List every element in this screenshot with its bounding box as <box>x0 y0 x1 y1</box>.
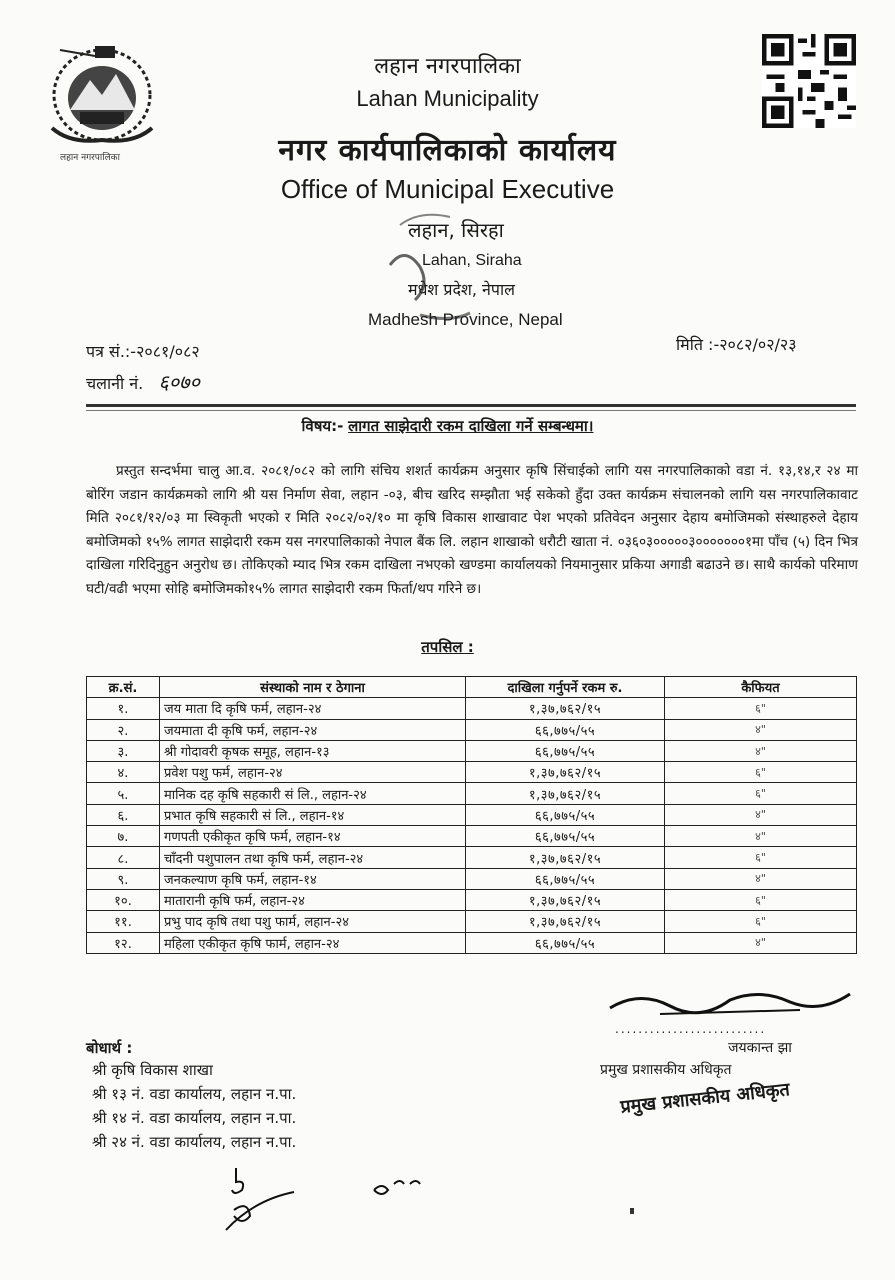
letter-reference-number: पत्र सं.:-२०८१/०८२ <box>86 342 200 361</box>
dispatch-number <box>86 368 200 395</box>
details-heading: तपसिल : <box>421 638 474 656</box>
header-divider-thin <box>86 410 856 411</box>
row-org-name: प्रभु पाद कृषि तथा पशु फार्म, लहान-२४ <box>160 911 466 932</box>
column-header-remarks: कैफियत <box>665 677 857 698</box>
designation-seal: प्रमुख प्रशासकीय अधिकृत <box>619 1079 791 1118</box>
province-english: Madhesh Province, Nepal <box>368 310 563 329</box>
row-org-name: प्रभात कृषि सहकारी सं लि., लहान-१४ <box>160 804 466 825</box>
subject-line <box>0 416 895 436</box>
table-row <box>87 762 857 783</box>
cc-item: श्री कृषि विकास शाखा <box>92 1061 213 1079</box>
table-row <box>87 932 857 953</box>
org-name-english: Lahan Municipality <box>356 86 539 111</box>
row-remark: ४" <box>665 868 857 889</box>
row-remark: ४" <box>665 932 857 953</box>
recipients-table <box>86 676 857 954</box>
column-header-name: संस्थाको नाम र ठेगाना <box>160 677 466 698</box>
row-remark: ६" <box>665 762 857 783</box>
row-amount: १,३७,७६२/१५ <box>466 847 665 868</box>
office-name-nepali: नगर कार्यपालिकाको कार्यालय <box>278 133 617 168</box>
row-remark: ४" <box>665 804 857 825</box>
signer-designation: प्रमुख प्रशासकीय अधिकृत <box>600 1062 732 1078</box>
dispatch-label: चलानी नं. <box>86 374 144 393</box>
handwritten-note <box>224 1160 444 1240</box>
cc-item: श्री १४ नं. वडा कार्यालय, लहान न.पा. <box>92 1109 297 1127</box>
address-nepali: लहान, सिरहा <box>408 218 504 242</box>
signature-line: .......................... <box>615 1022 767 1036</box>
row-remark: ४" <box>665 740 857 761</box>
qr-code-icon <box>762 34 856 128</box>
emblem-caption: लहान नगरपालिका <box>60 153 120 163</box>
table-row <box>87 911 857 932</box>
subject-label: विषय:- <box>301 417 344 435</box>
row-amount: १,३७,७६२/१५ <box>466 889 665 910</box>
row-remark: ६" <box>665 698 857 719</box>
row-org-name: श्री गोदावरी कृषक समूह, लहान-१३ <box>160 740 466 761</box>
dispatch-value: ६०७० <box>158 370 200 394</box>
row-serial: ३. <box>87 740 160 761</box>
table-row <box>87 868 857 889</box>
row-org-name: महिला एकीकृत कृषि फार्म, लहान-२४ <box>160 932 466 953</box>
table-row <box>87 804 857 825</box>
cc-label: बोधार्थ : <box>86 1039 133 1057</box>
row-org-name: मातारानी कृषि फर्म, लहान-२४ <box>160 889 466 910</box>
row-serial: ७. <box>87 826 160 847</box>
row-amount: ६६,७७५/५५ <box>466 932 665 953</box>
row-org-name: प्रवेश पशु फर्म, लहान-२४ <box>160 762 466 783</box>
row-org-name: जनकल्याण कृषि फर्म, लहान-१४ <box>160 868 466 889</box>
row-serial: ५. <box>87 783 160 804</box>
address-english: Lahan, Siraha <box>422 252 522 269</box>
row-amount: १,३७,७६२/१५ <box>466 698 665 719</box>
row-org-name: गणपती एकीकृत कृषि फर्म, लहान-१४ <box>160 826 466 847</box>
header-divider <box>86 404 856 407</box>
table-row <box>87 783 857 804</box>
row-remark: ६" <box>665 889 857 910</box>
row-remark: ४" <box>665 719 857 740</box>
column-header-sn: क्र.सं. <box>87 677 160 698</box>
stray-mark <box>630 1208 634 1214</box>
row-serial: ११. <box>87 911 160 932</box>
office-stamp-icon <box>360 205 560 345</box>
row-amount: १,३७,७६२/१५ <box>466 762 665 783</box>
table-row <box>87 740 857 761</box>
row-amount: ६६,७७५/५५ <box>466 868 665 889</box>
subject-text: लागत साझेदारी रकम दाखिला गर्ने सम्बन्धमा। <box>348 417 594 435</box>
row-serial: ८. <box>87 847 160 868</box>
table-row <box>87 826 857 847</box>
row-org-name: जयमाता दी कृषि फर्म, लहान-२४ <box>160 719 466 740</box>
letter-date: मिति :-२०८२/०२/२३ <box>676 335 797 354</box>
column-header-amount: दाखिला गर्नुपर्ने रकम रु. <box>466 677 665 698</box>
row-amount: १,३७,७६२/१५ <box>466 911 665 932</box>
row-serial: १२. <box>87 932 160 953</box>
org-name-nepali: लहान नगरपालिका <box>374 54 521 79</box>
row-org-name: चाँदनी पशुपालन तथा कृषि फर्म, लहान-२४ <box>160 847 466 868</box>
table-row <box>87 719 857 740</box>
signer-name: जयकान्त झा <box>728 1040 792 1056</box>
row-remark: ४" <box>665 826 857 847</box>
row-org-name: मानिक दह कृषि सहकारी सं लि., लहान-२४ <box>160 783 466 804</box>
row-remark: ६" <box>665 911 857 932</box>
row-serial: ४. <box>87 762 160 783</box>
row-amount: ६६,७७५/५५ <box>466 826 665 847</box>
row-serial: १. <box>87 698 160 719</box>
cc-item: श्री २४ नं. वडा कार्यालय, लहान न.पा. <box>92 1133 297 1151</box>
row-amount: ६६,७७५/५५ <box>466 740 665 761</box>
row-amount: १,३७,७६२/१५ <box>466 783 665 804</box>
row-amount: ६६,७७५/५५ <box>466 804 665 825</box>
row-serial: २. <box>87 719 160 740</box>
row-org-name: जय माता दि कृषि फर्म, लहान-२४ <box>160 698 466 719</box>
row-serial: ९. <box>87 868 160 889</box>
table-row <box>87 698 857 719</box>
table-row <box>87 889 857 910</box>
letter-body: प्रस्तुत सन्दर्भमा चालु आ.व. २०८१/०८२ को लागि संचिय शशर्त कार्यक्रम अनुसार कृषि सिंचाईको लागि यस नगरपालिकाको वडा नं. १३,१४,र २४ मा बोरिंग जडान कार्यक्रमको लागि श्री यस निर्माण सेवा, लहान -०३, बीच खरिद सम्झौता भई सकेको हुँदा उक्त कार्यक्रम संचालनको लागि यस नगरपालिकावाट मिति २०८१/१२/०३ मा स्विकृती भएको र मिति २०८२/०२/१० मा कृषि विकास शाखावाट पेश भएको प्रतिवेदन अनुसार देहाय बमोजिमको संस्थाहरुले देहाय बमोजिमको १५% लागत साझेदारी रकम यस नगरपालिकाको नेपाल बैंक लि. लहान शाखाको धरौटी खाता नं. ०३६०३०००००३०००००००१मा पाँच (५) दिन भित्र दाखिला गरिदिनुहुन अनुरोध छ। तोकिएको म्याद भित्र रकम दाखिला नभएको खण्डमा कार्यालयको नियमानुसार प्रकिया अगाडी बढाउने छ। साथै कार्यको परिमाण घटी/वढी भएमा सोहि बमोजिमको१५% लागत साझेदारी रकम फिर्ता/थप गरिने छ। <box>86 463 858 597</box>
row-remark: ६" <box>665 783 857 804</box>
table-row <box>87 847 857 868</box>
row-serial: ६. <box>87 804 160 825</box>
row-amount: ६६,७७५/५५ <box>466 719 665 740</box>
province-nepali: मधेश प्रदेश, नेपाल <box>408 280 515 299</box>
row-serial: १०. <box>87 889 160 910</box>
office-name-english: Office of Municipal Executive <box>280 174 615 204</box>
signature-scribble <box>600 980 860 1020</box>
cc-item: श्री १३ नं. वडा कार्यालय, लहान न.पा. <box>92 1085 297 1103</box>
table-header-row <box>87 677 857 698</box>
row-remark: ६" <box>665 847 857 868</box>
